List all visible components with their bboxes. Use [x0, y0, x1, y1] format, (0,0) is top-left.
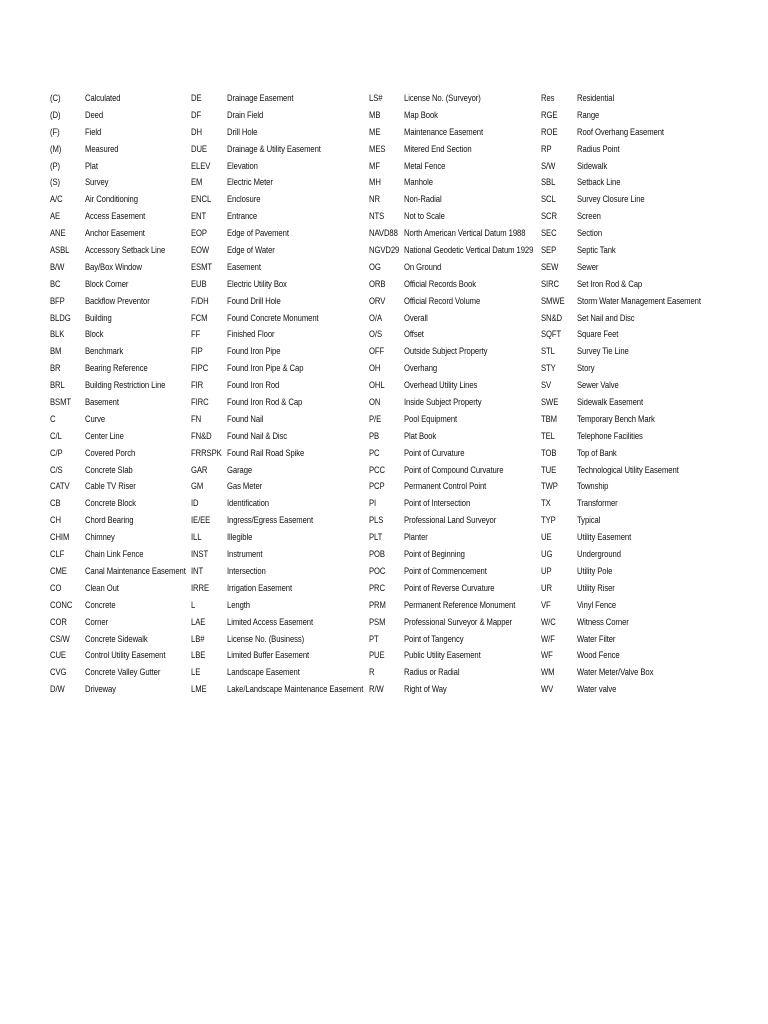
description: Outside Subject Property — [404, 346, 488, 358]
description: Underground — [577, 549, 621, 561]
description: Elevation — [227, 160, 258, 172]
abbreviation: OH — [369, 363, 381, 375]
abbreviation: NAVD88 — [369, 228, 398, 240]
abbreviation: FRRSPK — [191, 447, 222, 459]
abbreviation: UG — [541, 549, 553, 561]
abbreviation: OHL — [369, 380, 385, 392]
description: Concrete — [85, 599, 116, 611]
description: Concrete Slab — [85, 464, 133, 476]
description: Official Record Volume — [404, 295, 481, 307]
description: License No. (Business) — [227, 633, 305, 645]
abbreviation: SWE — [541, 397, 559, 409]
abbreviation: TYP — [541, 515, 556, 527]
abbreviation: PCC — [369, 464, 385, 476]
abbreviation: FIRC — [191, 397, 209, 409]
description: Electric Utility Box — [227, 278, 287, 290]
abbreviation: OG — [369, 261, 381, 273]
abbreviation: LE — [191, 667, 201, 679]
description: Metal Fence — [404, 160, 446, 172]
abbreviation: BRL — [50, 380, 65, 392]
description: Typical — [577, 515, 601, 527]
description: Drill Hole — [227, 126, 258, 138]
abbreviation: MF — [369, 160, 380, 172]
abbreviation: SEW — [541, 261, 559, 273]
abbreviation: UP — [541, 565, 552, 577]
abbreviation: TWP — [541, 481, 558, 493]
description: Sewer — [577, 261, 599, 273]
abbreviation: TUE — [541, 464, 557, 476]
description: Point of Intersection — [404, 498, 471, 510]
description: Drainage & Utility Easement — [227, 143, 321, 155]
abbreviation: D/W — [50, 684, 65, 696]
abbreviation: EUB — [191, 278, 207, 290]
abbreviation: ILL — [191, 532, 202, 544]
abbreviation: INST — [191, 549, 209, 561]
description: Not to Scale — [404, 211, 445, 223]
description: Concrete Block — [85, 498, 136, 510]
abbreviation: R/W — [369, 684, 384, 696]
abbreviation: OFF — [369, 346, 385, 358]
abbreviation: RP — [541, 143, 552, 155]
description: Limited Access Easement — [227, 616, 314, 628]
description: Plat Book — [404, 430, 437, 442]
abbreviation: POC — [369, 565, 386, 577]
abbreviation: SCL — [541, 194, 556, 206]
abbreviation: IE/EE — [191, 515, 211, 527]
abbreviation: LBE — [191, 650, 206, 662]
abbreviation: SN&D — [541, 312, 563, 324]
description: Ingress/Egress Easement — [227, 515, 314, 527]
abbreviation: WF — [541, 650, 553, 662]
description: License No. (Surveyor) — [404, 93, 481, 104]
description: Electric Meter — [227, 177, 273, 189]
description: Professional Land Surveyor — [404, 515, 497, 527]
abbreviation: EOW — [191, 245, 210, 257]
description: Overhang — [404, 363, 438, 375]
abbreviation: CUE — [50, 650, 66, 662]
description: Set Iron Rod & Cap — [577, 278, 643, 290]
abbreviation: WV — [541, 684, 554, 696]
description: Found Iron Pipe & Cap — [227, 363, 304, 375]
abbreviation: CLF — [50, 549, 65, 561]
description: Curve — [85, 413, 106, 425]
description: Technological Utility Easement — [577, 464, 679, 476]
description: Found Iron Pipe — [227, 346, 281, 358]
description: Intersection — [227, 565, 266, 577]
description: Building Restriction Line — [85, 380, 166, 392]
abbreviation: ASBL — [50, 245, 70, 257]
description: Accessory Setback Line — [85, 245, 166, 257]
description: Gas Meter — [227, 481, 263, 493]
description: On Ground — [404, 261, 442, 273]
description: Utility Riser — [577, 582, 615, 594]
description: Professional Surveyor & Mapper — [404, 616, 513, 628]
description: Map Book — [404, 109, 438, 121]
description: Found Nail — [227, 413, 264, 425]
abbreviation: CH — [50, 515, 61, 527]
description: Basement — [85, 397, 119, 409]
description: Temporary Bench Mark — [577, 413, 655, 425]
abbreviation: PLS — [369, 515, 384, 527]
abbreviation: GAR — [191, 464, 208, 476]
abbreviation: FN&D — [191, 430, 212, 442]
description: Block — [85, 329, 104, 341]
abbreviation: SQFT — [541, 329, 562, 341]
description: Deed — [85, 109, 104, 121]
description: Landscape Easement — [227, 667, 300, 679]
abbreviation: SMWE — [541, 295, 565, 307]
abbreviation: PUE — [369, 650, 385, 662]
abbreviation: CATV — [50, 481, 70, 493]
abbreviation: ORB — [369, 278, 386, 290]
description: Instrument — [227, 549, 263, 561]
abbreviation: STL — [541, 346, 555, 358]
abbreviation: PC — [369, 447, 380, 459]
abbreviation: C/P — [50, 447, 63, 459]
description: Drainage Easement — [227, 93, 294, 104]
abbreviation: W/C — [541, 616, 556, 628]
abbreviation: BM — [50, 346, 62, 358]
description: Permanent Reference Monument — [404, 599, 516, 611]
description: Roof Overhang Easement — [577, 126, 664, 138]
description: Canal Maintenance Easement — [85, 565, 186, 577]
description: Sidewalk — [577, 160, 608, 172]
description: Point of Commencement — [404, 565, 487, 577]
description: Section — [577, 228, 603, 240]
description: Right of Way — [404, 684, 447, 696]
description: Concrete Sidewalk — [85, 633, 148, 645]
description: Permanent Control Point — [404, 481, 487, 493]
abbreviation: SCR — [541, 211, 557, 223]
abbreviation: ENT — [191, 211, 207, 223]
abbreviation: PRC — [369, 582, 385, 594]
abbreviation: (D) — [50, 109, 61, 121]
abbreviation: BSMT — [50, 397, 71, 409]
description: Radius or Radial — [404, 667, 460, 679]
abbreviation: DH — [191, 126, 202, 138]
description: Drain Field — [227, 109, 264, 121]
description: Transformer — [577, 498, 618, 510]
description: Public Utility Easement — [404, 650, 481, 662]
abbreviation: SIRC — [541, 278, 560, 290]
abbreviation: UE — [541, 532, 552, 544]
abbreviation: GM — [191, 481, 204, 493]
abbreviation: MES — [369, 143, 386, 155]
abbreviation: (P) — [50, 160, 60, 172]
abbreviation: MB — [369, 109, 381, 121]
abbreviation: SBL — [541, 177, 556, 189]
description: Utility Pole — [577, 565, 613, 577]
abbreviation: O/A — [369, 312, 382, 324]
description: Driveway — [85, 684, 116, 696]
description: Center Line — [85, 430, 124, 442]
description: Control Utility Easement — [85, 650, 166, 662]
abbreviation: B/W — [50, 261, 65, 273]
description: Garage — [227, 464, 253, 476]
abbreviation: FIR — [191, 380, 204, 392]
abbreviation: FN — [191, 413, 202, 425]
description: Square Feet — [577, 329, 619, 341]
description: Plat — [85, 160, 98, 172]
abbreviation: SEP — [541, 245, 557, 257]
description: Planter — [404, 532, 428, 544]
abbreviation: CO — [50, 582, 62, 594]
description: Finished Floor — [227, 329, 275, 341]
description: Water valve — [577, 684, 617, 696]
description: Top of Bank — [577, 447, 617, 459]
description: Water Meter/Valve Box — [577, 667, 654, 679]
description: Survey Closure Line — [577, 194, 645, 206]
abbreviation: ME — [369, 126, 381, 138]
description: Illegible — [227, 532, 253, 544]
description: Chimney — [85, 532, 115, 544]
description: Backflow Preventor — [85, 295, 150, 307]
abbreviation: EOP — [191, 228, 207, 240]
abbreviation: PI — [369, 498, 377, 510]
description: Sidewalk Easement — [577, 397, 644, 409]
description: Wood Fence — [577, 650, 620, 662]
abbreviation: PB — [369, 430, 380, 442]
description: Enclosure — [227, 194, 261, 206]
description: Setback Line — [577, 177, 621, 189]
description: Edge of Water — [227, 245, 275, 257]
abbreviation: W/F — [541, 633, 555, 645]
abbreviation: LME — [191, 684, 207, 696]
abbreviation: NR — [369, 194, 380, 206]
description: Witness Corner — [577, 616, 629, 628]
description: Survey — [85, 177, 109, 189]
description: Easement — [227, 261, 261, 273]
abbreviation: ESMT — [191, 261, 212, 273]
abbreviation: SEC — [541, 228, 557, 240]
description: Entrance — [227, 211, 258, 223]
abbreviation: FIPC — [191, 363, 209, 375]
abbreviation: PLT — [369, 532, 383, 544]
abbreviation: BFP — [50, 295, 65, 307]
description: Township — [577, 481, 609, 493]
abbreviation: IRRE — [191, 582, 210, 594]
abbreviation: ON — [369, 397, 381, 409]
description: Found Nail & Disc — [227, 430, 288, 442]
description: Edge of Pavement — [227, 228, 289, 240]
description: Manhole — [404, 177, 433, 189]
description: Length — [227, 599, 250, 611]
abbreviation: CS/W — [50, 633, 70, 645]
description: Maintenance Easement — [404, 126, 484, 138]
abbreviation: CME — [50, 565, 67, 577]
abbreviation: CONC — [50, 599, 73, 611]
abbreviation: ID — [191, 498, 199, 510]
description: Block Corner — [85, 278, 129, 290]
abbreviation: VF — [541, 599, 551, 611]
abbreviation: TOB — [541, 447, 557, 459]
abbreviation: TX — [541, 498, 551, 510]
abbreviation: PRM — [369, 599, 386, 611]
abbreviation: C/S — [50, 464, 63, 476]
description: Story — [577, 363, 595, 375]
description: Corner — [85, 616, 108, 628]
abbreviation: ENCL — [191, 194, 212, 206]
abbreviation: PCP — [369, 481, 385, 493]
description: Chain Link Fence — [85, 549, 144, 561]
abbreviation: BLDG — [50, 312, 71, 324]
description: Pool Equipment — [404, 413, 458, 425]
description: Inside Subject Property — [404, 397, 482, 409]
description: Cable TV Riser — [85, 481, 136, 493]
abbreviation: PSM — [369, 616, 386, 628]
abbreviation: F/DH — [191, 295, 209, 307]
description: Air Conditioning — [85, 194, 138, 206]
abbreviation: CVG — [50, 667, 67, 679]
abbreviation: CB — [50, 498, 61, 510]
description: Concrete Valley Gutter — [85, 667, 161, 679]
description: Lake/Landscape Maintenance Easement — [227, 684, 364, 696]
abbreviation: DUE — [191, 143, 207, 155]
abbreviation: BR — [50, 363, 61, 375]
abbreviation: FCM — [191, 312, 208, 324]
abbreviation: ANE — [50, 228, 66, 240]
abbreviation: NTS — [369, 211, 385, 223]
description: Vinyl Fence — [577, 599, 617, 611]
abbreviation: ORV — [369, 295, 386, 307]
description: Official Records Book — [404, 278, 476, 290]
abbreviation: FF — [191, 329, 201, 341]
description: Range — [577, 109, 600, 121]
description: Radius Point — [577, 143, 620, 155]
abbreviation: TBM — [541, 413, 557, 425]
description: Covered Porch — [85, 447, 136, 459]
description: Found Drill Hole — [227, 295, 281, 307]
description: National Geodetic Vertical Datum 1929 — [404, 245, 534, 257]
abbreviation: BLK — [50, 329, 65, 341]
abbreviation: DF — [191, 109, 202, 121]
description: Identification — [227, 498, 269, 510]
abbreviation: (M) — [50, 143, 62, 155]
abbreviation: LAE — [191, 616, 206, 628]
description: Found Iron Rod — [227, 380, 280, 392]
abbreviation: PT — [369, 633, 379, 645]
description: Overhead Utility Lines — [404, 380, 478, 392]
description: Screen — [577, 211, 601, 223]
abbreviation: LS# — [369, 93, 383, 104]
abbreviation: COR — [50, 616, 67, 628]
description: Access Easement — [85, 211, 146, 223]
abbreviation: L — [191, 599, 196, 611]
description: Found Concrete Monument — [227, 312, 319, 324]
description: Anchor Easement — [85, 228, 145, 240]
description: Storm Water Management Easement — [577, 295, 701, 307]
abbreviation: ELEV — [191, 160, 211, 172]
description: Irrigation Easement — [227, 582, 293, 594]
abbreviation: CHIM — [50, 532, 70, 544]
abbreviation: RGE — [541, 109, 558, 121]
description: Bearing Reference — [85, 363, 148, 375]
description: Found Rail Road Spike — [227, 447, 305, 459]
abbreviation: C/L — [50, 430, 62, 442]
abbreviation: DE — [191, 93, 202, 104]
description: Point of Reverse Curvature — [404, 582, 495, 594]
abbreviation: NGVD29 — [369, 245, 400, 257]
description: Found Iron Rod & Cap — [227, 397, 303, 409]
description: Residential — [577, 93, 615, 104]
abbreviation: AE — [50, 211, 61, 223]
abbreviation: STY — [541, 363, 556, 375]
abbreviation: EM — [191, 177, 203, 189]
description: Field — [85, 126, 102, 138]
description: Overall — [404, 312, 428, 324]
abbreviation: MH — [369, 177, 381, 189]
abbreviation: WM — [541, 667, 555, 679]
description: Point of Curvature — [404, 447, 465, 459]
description: Non-Radial — [404, 194, 442, 206]
description: North American Vertical Datum 1988 — [404, 228, 526, 240]
abbreviation: Res — [541, 93, 555, 104]
description: Limited Buffer Easement — [227, 650, 310, 662]
abbreviation: SV — [541, 380, 552, 392]
description: Set Nail and Disc — [577, 312, 635, 324]
description: Utility Easement — [577, 532, 632, 544]
description: Benchmark — [85, 346, 124, 358]
description: Bay/Box Window — [85, 261, 142, 273]
abbreviation: ROE — [541, 126, 558, 138]
description: Point of Tangency — [404, 633, 464, 645]
description: Water Filter — [577, 633, 616, 645]
abbreviation: LB# — [191, 633, 205, 645]
abbreviation: (S) — [50, 177, 60, 189]
description: Mitered End Section — [404, 143, 472, 155]
description: Point of Compound Curvature — [404, 464, 504, 476]
abbreviation: O/S — [369, 329, 382, 341]
abbreviation: S/W — [541, 160, 556, 172]
abbreviation: A/C — [50, 194, 63, 206]
abbreviation: R — [369, 667, 375, 679]
abbreviation: INT — [191, 565, 204, 577]
abbreviation: (C) — [50, 93, 61, 104]
description: Clean Out — [85, 582, 119, 594]
abbreviation: TEL — [541, 430, 555, 442]
description: Point of Beginning — [404, 549, 465, 561]
description: Sewer Valve — [577, 380, 619, 392]
description: Building — [85, 312, 112, 324]
abbreviation: FIP — [191, 346, 203, 358]
abbreviation: UR — [541, 582, 552, 594]
description: Chord Bearing — [85, 515, 134, 527]
description: Measured — [85, 143, 119, 155]
abbreviation: P/E — [369, 413, 382, 425]
description: Septic Tank — [577, 245, 616, 257]
description: Calculated — [85, 93, 121, 104]
description: Telephone Facilities — [577, 430, 643, 442]
abbreviation: BC — [50, 278, 61, 290]
description: Offset — [404, 329, 424, 341]
abbreviation: (F) — [50, 126, 60, 138]
abbreviation: C — [50, 413, 56, 425]
description: Survey Tie Line — [577, 346, 629, 358]
abbreviation: POB — [369, 549, 385, 561]
